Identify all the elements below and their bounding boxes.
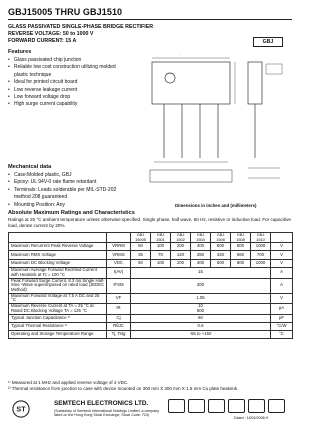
svg-text:·: · [180,53,182,57]
footnote: ²⁾ Thermal resistance from junction to case with device mounted on 300 mm X 300 mm X 1.6 mm Cu plate heatsink. [8,385,239,391]
mechanical-heading: Mechanical data [8,164,52,170]
table-cell-unit: A [271,267,293,278]
header-part: GBJ 1501 [151,233,171,243]
mechanical-item: • Case:Molded plastic, GBJ [8,172,72,178]
table-cell-value: 280 [191,251,211,259]
table-cell-value: 800 [231,243,251,251]
header-part: GBJ 1504 [191,233,211,243]
header-part: GBJ 1502 [171,233,191,243]
header-part: GBJ 15005 [131,233,151,243]
feature-item: • Reliable low cost construction utilizing molded [8,64,116,71]
table-cell-value: 700 [251,251,271,259]
description-line: FORWARD CURRENT: 15 A [8,38,77,44]
page-title: GBJ15005 THRU GBJ1510 [8,7,123,17]
mechanical-item-continued: method 208 guaranteed [14,194,68,201]
table-row [9,331,293,339]
table-cell-symbol: VDC [107,259,131,267]
feature-item: • Ideal for printed circuit board [8,79,78,86]
header-unit [271,233,293,243]
table-cell-symbol: IR [107,303,131,314]
header-part: GBJ 1510 [251,233,271,243]
feature-item: • Glass passivated chip junction [8,57,82,63]
table-row [9,251,293,259]
table-row [9,259,293,267]
table-cell-symbol: Cj [107,314,131,322]
bullet-icon: • [8,94,10,101]
table-row [9,322,293,330]
drawing-body-front [152,62,230,104]
table-cell-value: 15 [131,267,271,278]
header-symbol [107,233,131,243]
table-cell-value: 420 [211,251,231,259]
certification-mark-icon [188,399,205,413]
table-cell-symbol: VF [107,293,131,303]
table-cell-value: 10 500 [131,303,271,314]
table-row [9,278,293,293]
table-cell-symbol: RθJC [107,322,131,330]
table-header-row [9,233,293,243]
table-cell-param: Maximum Recurrent Peak Reverse Voltage [9,243,107,251]
bullet-icon: • [8,101,10,108]
description-line: GLASS PASSIVATED SINGLE-PHASE BRIDGE RECTIFIER [8,24,154,30]
table-cell-symbol: Tj, Tstg [107,331,131,339]
package-label: GBJ [253,37,283,47]
ratings-heading: Absolute Maximum Ratings and Characteristics [8,210,135,216]
ratings-table [8,232,293,339]
table-cell-value: 560 [231,251,251,259]
feature-item: • Low reverse leakage current [8,86,78,93]
table-cell-value: 200 [171,259,191,267]
table-cell-param: Typical Thermal Resistance ²⁾ [9,322,107,330]
header-part: GBJ 1508 [231,233,251,243]
table-cell-param: Maximum Reverse Current at TA = 25 °C at Rated DC Blocking Voltage TA = 125 °C [9,303,107,314]
table-row [9,314,293,322]
svg-text:·: · [268,68,270,72]
ratings-note: Ratings at 25 °C ambient temperature unless otherwise specified. Single phase, half wave, 60 Hz, resistive or inductive load. For capacitive load, derate current by 20%. [8,217,291,228]
bullet-icon: • [8,79,10,86]
table-cell-symbol: I(AV) [107,267,131,278]
table-cell-value: 140 [171,251,191,259]
certification-mark-icon [248,399,265,413]
company-subsidiary-note: (Subsidiary of Semtech International Holdings Limited, a company listed on the Hong Kong Stock Exchange, Stock Code: 724) [54,409,160,418]
table-cell-param: Maximum Average Forward Rectified Current with Heatsink at Tc = 100 °C [9,267,107,278]
table-cell-unit: V [271,243,293,251]
table-cell-unit: °C/W [271,322,293,330]
table-cell-param: Operating and Storage Temperature Range [9,331,107,339]
header-param [9,233,107,243]
bullet-icon: • [8,172,10,178]
feature-item: • Low forward voltage drop [8,94,71,101]
certification-mark-icon [268,399,285,413]
table-cell-unit: °C [271,331,293,339]
bullet-icon: • [8,179,10,186]
table-cell-value: 50 [131,243,151,251]
table-cell-unit: μA [271,303,293,314]
table-cell-value: 50 [131,259,151,267]
table-cell-value: 800 [231,259,251,267]
table-cell-symbol: IFSM [107,278,131,293]
svg-text:ST: ST [16,404,26,414]
bullet-icon: • [8,201,10,208]
description-line: REVERSE VOLTAGE: 50 to 1000 V [8,31,94,37]
table-cell-value: 200 [131,278,271,293]
certification-mark-icon [208,399,225,413]
dated-label: Dated : 18/02/2008 H [234,416,269,420]
drawing-mount-hole [165,73,175,83]
table-cell-param: Typical Junction Capacitance ¹⁾ [9,314,107,322]
table-cell-value: 100 [151,243,171,251]
table-cell-value: 1000 [251,243,271,251]
table-cell-unit: V [271,251,293,259]
table-cell-value: 400 [191,259,211,267]
table-cell-value: 200 [171,243,191,251]
mechanical-item: • Epoxy: UL 94V-0 rate flame retardant [8,179,97,186]
drawing-body-side [248,62,262,104]
table-cell-unit: V [271,259,293,267]
certification-mark-icon [228,399,245,413]
table-cell-value: 70 [151,251,171,259]
bullet-icon: • [8,64,10,71]
table-cell-value: 400 [191,243,211,251]
table-cell-value: -55 to +150 [131,331,271,339]
feature-item: • High surge current capability [8,101,78,108]
table-row [9,243,293,251]
table-cell-value: 0.6 [131,322,271,330]
table-cell-symbol: VRRM [107,243,131,251]
table-cell-value: 35 [131,251,151,259]
table-cell-value: 60 [131,314,271,322]
table-cell-param: Maximum Forward Voltage at 7.5 A DC and 25 °C [9,293,107,303]
certification-mark-icon [168,399,185,413]
table-cell-value: 600 [211,243,231,251]
title-divider [8,19,292,20]
mechanical-item: • Terminals: Leads solderable per MIL-STD-202 [8,186,117,193]
company-logo-icon [12,400,30,418]
bullet-icon: • [8,86,10,93]
feature-item-continued: plastic technique [14,71,52,78]
table-cell-unit: A [271,278,293,293]
footnote: ¹⁾ Measured at 1 MHz and applied reverse voltage of 4 VDC. [8,380,129,385]
table-row [9,293,293,303]
table-cell-param: Maximum RMS Voltage [9,251,107,259]
table-row [9,303,293,314]
table-row [9,267,293,278]
table-cell-symbol: VRMS [107,251,131,259]
bullet-icon: • [8,186,10,193]
features-heading: Features [8,49,32,55]
company-name: SEMTECH ELECTRONICS LTD. [54,400,149,407]
table-cell-unit: V [271,293,293,303]
mechanical-list [8,172,133,209]
dimension-note: Dimensions in inches and (millimeters) [175,203,257,208]
header-part: GBJ 1506 [211,233,231,243]
bullet-icon: • [8,57,10,63]
table-cell-param: Maximum DC Blocking Voltage [9,259,107,267]
table-cell-value: 1.05 [131,293,271,303]
footnotes [8,380,293,392]
footer [8,398,292,422]
table-cell-value: 100 [151,259,171,267]
table-cell-value: 600 [211,259,231,267]
package-outline-drawing [140,50,292,220]
product-description [8,24,183,45]
features-list [8,57,128,109]
table-cell-unit: pF [271,314,293,322]
table-cell-param: Peak Forward Surge Current, 8.3 ms Single Half-Sine -Wave superimposed on rated load (JEDEC Method) [9,278,107,293]
mechanical-item: • Mounting Position: Any [8,201,65,208]
table-cell-value: 1000 [251,259,271,267]
certification-marks [168,399,292,415]
